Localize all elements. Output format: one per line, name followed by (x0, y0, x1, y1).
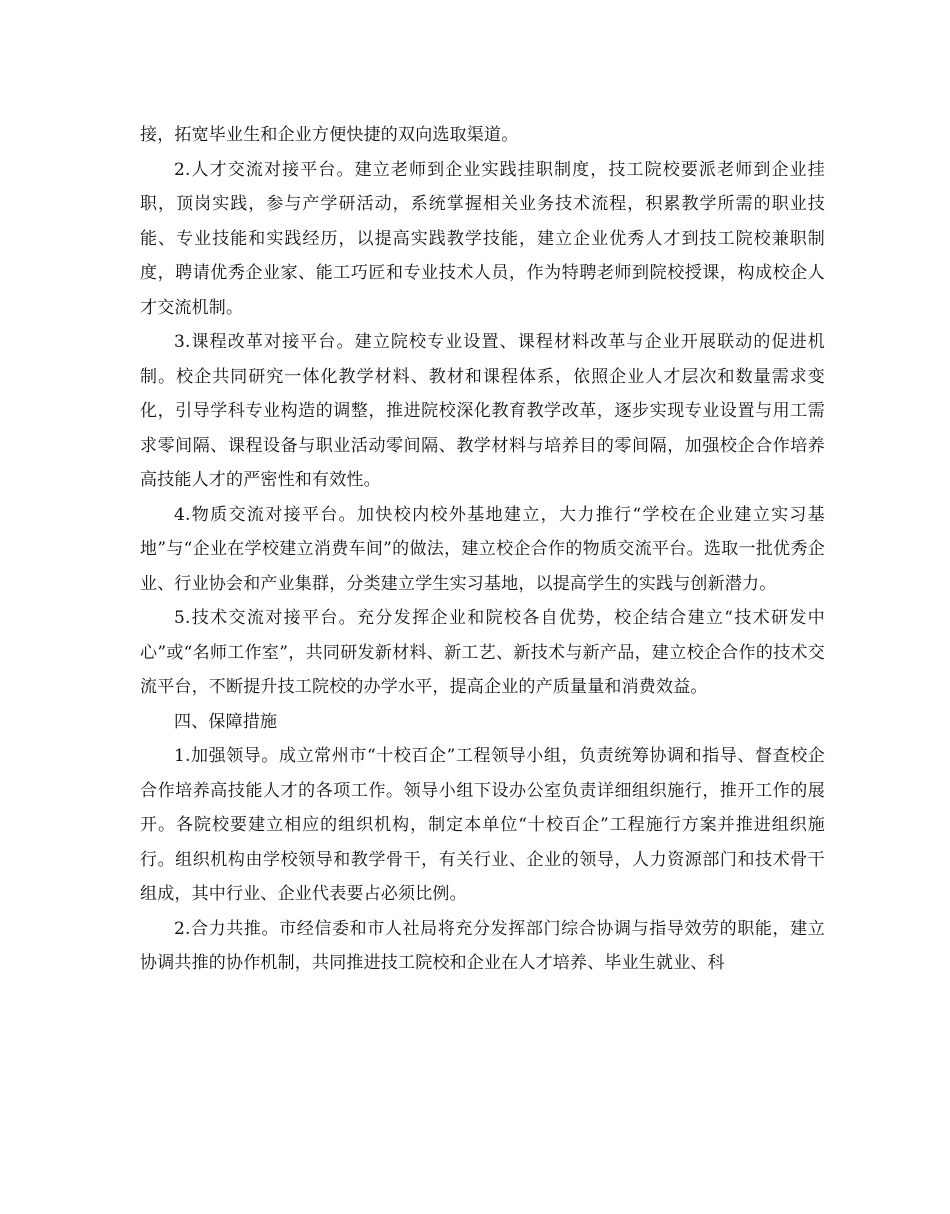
paragraph-7: 1.加强领导。成立常州市“十校百企”工程领导小组，负责统筹协调和指导、督查校企合作培养高技能人才的各项工作。领导小组下设办公室负责详细组织施行，推开工作的展开。各院校要建立相应的组织机构，制定本单位“十校百企”工程施行方案并推进组织施行。组织机构由学校领导和教学骨干，有关行业、企业的领导，人力资源部门和技术骨干组成，其中行业、企业代表要占必须比例。 (140, 746, 825, 904)
paragraph-1: 接，拓宽毕业生和企业方便快捷的双向选取渠道。 (140, 125, 519, 145)
paragraph-4: 4.物质交流对接平台。加快校内校外基地建立，大力推行“学校在企业建立实习基地”与“企业在学校建立消费车间”的做法，建立校企合作的物质交流平台。选取一批优秀企业、行业协会和产业集群，分类建立学生实习基地，以提高学生的实践与创新潜力。 (140, 504, 825, 594)
document-page (140, 118, 825, 981)
paragraph-2: 2.人才交流对接平台。建立老师到企业实践挂职制度，技工院校要派老师到企业挂职，顶岗实践，参与产学研活动，系统掌握相关业务技术流程，积累教学所需的职业技能、专业技能和实践经历，以提高实践教学技能，建立企业优秀人才到技工院校兼职制度，聘请优秀企业家、能工巧匠和专业技术人员，作为特聘老师到院校授课，构成校企人才交流机制。 (140, 159, 825, 318)
paragraph-5: 5.技术交流对接平台。充分发挥企业和院校各自优势，校企结合建立“技术研发中心”或“名师工作室”，共同研发新材料、新工艺、新技术与新产品，建立校企合作的技术交流平台，不断提升技工院校的办学水平，提高企业的产质量量和消费效益。 (140, 608, 825, 697)
paragraph-8: 2.合力共推。市经信委和市人社局将充分发挥部门综合协调与指导效劳的职能，建立协调共推的协作机制，共同推进技工院校和企业在人才培养、毕业生就业、科 (140, 918, 825, 973)
section-heading: 四、保障措施 (174, 711, 278, 732)
paragraph-3: 3.课程改革对接平台。建立院校专业设置、课程材料改革与企业开展联动的促进机制。校企共同研究一体化教学材料、教材和课程体系，依照企业人才层次和数量需求变化，引导学科专业构造的调整，推进院校深化教育教学改革，逐步实现专业设置与用工需求零间隔、课程设备与职业活动零间隔、教学材料与培养目的零间隔，加强校企合作培养高技能人才的严密性和有效性。 (140, 332, 825, 490)
